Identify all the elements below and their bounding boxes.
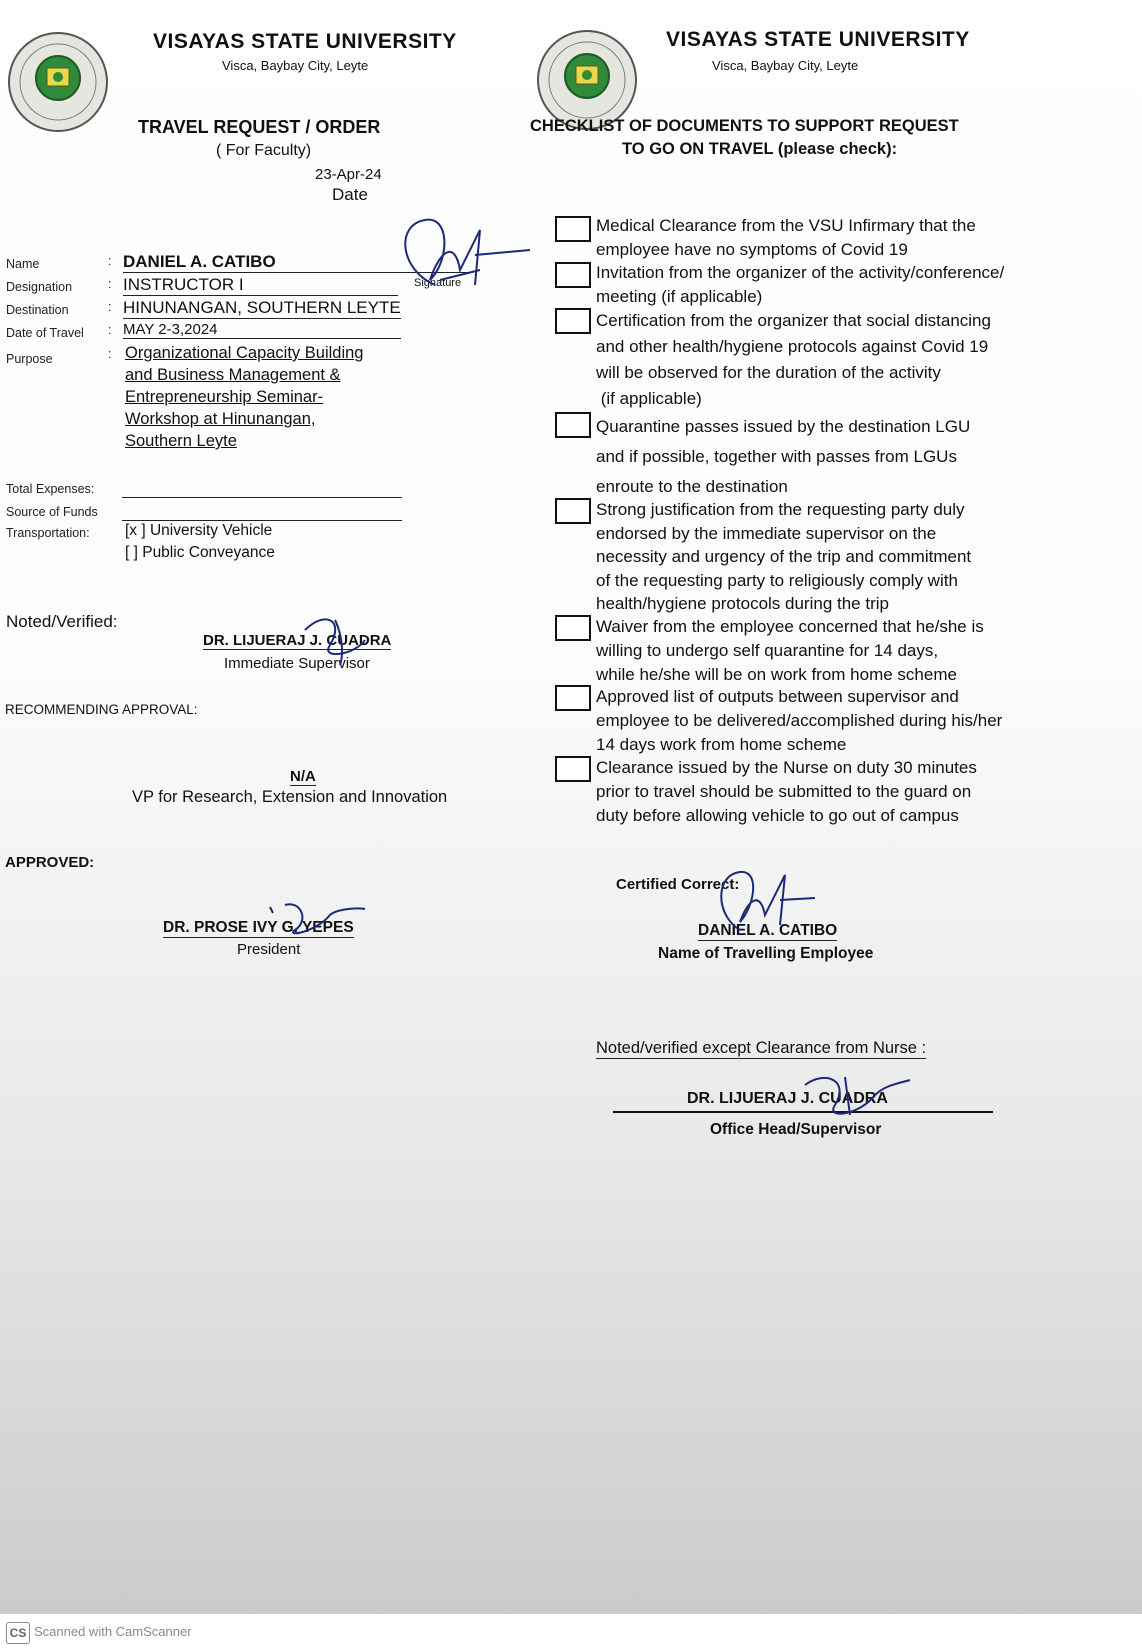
- checklist-line: Clearance issued by the Nurse on duty 30 minutes: [596, 758, 977, 777]
- checklist-item-certification: [596, 308, 1056, 412]
- checklist-line: employee to be delivered/accomplished during his/her: [596, 711, 1003, 730]
- vp-name: N/A: [290, 768, 316, 785]
- field-colon: :: [108, 347, 112, 361]
- university-seal-left: [6, 30, 110, 134]
- purpose-line: Workshop at Hinunangan,: [125, 410, 316, 428]
- supervisor-name: DR. LIJUERAJ J. CUADRA: [203, 632, 392, 649]
- checklist-line: Certification from the organizer that social distancing: [596, 311, 991, 330]
- university-address-left: Visca, Baybay City, Leyte: [222, 58, 369, 73]
- president-title: President: [237, 941, 301, 958]
- employee-title: Name of Travelling Employee: [658, 945, 874, 962]
- date-of-travel-label: Date of Travel: [6, 326, 84, 340]
- checklist-item-invitation: [596, 261, 1056, 309]
- checklist-line: and other health/hygiene protocols against Covid 19: [596, 337, 989, 356]
- supervisor-title: Immediate Supervisor: [224, 655, 370, 672]
- transport-option-public-conveyance: [ ] Public Conveyance: [125, 544, 275, 561]
- recommending-approval-label: RECOMMENDING APPROVAL:: [5, 702, 198, 717]
- field-colon: :: [108, 254, 112, 268]
- checkbox-quarantine-passes[interactable]: [555, 412, 591, 438]
- checklist-line: enroute to the destination: [596, 477, 788, 496]
- date-of-travel-value: MAY 2-3,2024: [123, 321, 401, 339]
- university-name-right: VISAYAS STATE UNIVERSITY: [666, 28, 970, 51]
- checklist-line: employee have no symptoms of Covid 19: [596, 240, 908, 259]
- noted-except-label: Noted/verified except Clearance from Nurse :: [596, 1039, 927, 1057]
- total-expenses-line: [122, 483, 402, 498]
- checkbox-certification[interactable]: [555, 308, 591, 334]
- checklist-line: while he/she will be on work from home scheme: [596, 665, 957, 684]
- checkbox-approved-outputs[interactable]: [555, 685, 591, 711]
- purpose-value: [125, 342, 363, 452]
- destination-value: HINUNANGAN, SOUTHERN LEYTE: [123, 298, 401, 317]
- university-name-left: VISAYAS STATE UNIVERSITY: [153, 30, 457, 53]
- noted-verified-label: Noted/Verified:: [6, 612, 118, 631]
- checkbox-waiver[interactable]: [555, 615, 591, 641]
- purpose-label: Purpose: [6, 352, 53, 366]
- request-date: 23-Apr-24: [315, 166, 382, 183]
- field-colon: :: [108, 300, 112, 314]
- checklist-title-line1: CHECKLIST OF DOCUMENTS TO SUPPORT REQUEST: [530, 117, 959, 135]
- total-expenses-label: Total Expenses:: [6, 482, 95, 496]
- checkbox-strong-justification[interactable]: [555, 498, 591, 524]
- office-head-title: Office Head/Supervisor: [710, 1121, 882, 1138]
- checklist-line: meeting (if applicable): [596, 287, 763, 306]
- name-label: Name: [6, 257, 40, 271]
- office-head-name: DR. LIJUERAJ J. CUADRA: [687, 1090, 888, 1107]
- purpose-line: Southern Leyte: [125, 432, 237, 450]
- checklist-line: Quarantine passes issued by the destination LGU: [596, 417, 971, 436]
- checkbox-invitation[interactable]: [555, 262, 591, 288]
- checklist-item-quarantine-passes: [596, 412, 1056, 502]
- employee-name: DANIEL A. CATIBO: [698, 922, 838, 939]
- checklist-item-approved-outputs: [596, 685, 1056, 757]
- designation-value: INSTRUCTOR I: [123, 275, 398, 296]
- checklist-line: Invitation from the organizer of the activity/conference/: [596, 263, 1005, 282]
- checklist-line: will be observed for the duration of the activity: [596, 363, 941, 382]
- approved-label: APPROVED:: [5, 854, 95, 871]
- transport-option-university-vehicle: [x ] University Vehicle: [125, 522, 273, 539]
- camscanner-logo-icon: CS: [6, 1622, 30, 1644]
- checklist-line: willing to undergo self quarantine for 14 days,: [596, 641, 939, 660]
- checklist-line: Strong justification from the requesting party duly: [596, 500, 965, 519]
- purpose-line: and Business Management &: [125, 366, 341, 384]
- checklist-item-waiver: [596, 615, 1056, 687]
- checklist-line: Approved list of outputs between supervisor and: [596, 687, 959, 706]
- checklist-item-nurse-clearance: [596, 756, 1056, 828]
- checklist-line: prior to travel should be submitted to the guard on: [596, 782, 972, 801]
- form-title-left: TRAVEL REQUEST / ORDER: [138, 117, 381, 137]
- university-address-right: Visca, Baybay City, Leyte: [712, 58, 859, 73]
- scanner-footer: [0, 1614, 1142, 1651]
- checklist-line: necessity and urgency of the trip and commitment: [596, 547, 972, 566]
- president-name: DR. PROSE IVY G. YEPES: [163, 919, 354, 936]
- transportation-label: Transportation:: [6, 526, 90, 540]
- checklist-line: health/hygiene protocols during the trip: [596, 594, 889, 613]
- form-subtitle-left: ( For Faculty): [216, 142, 312, 159]
- source-of-funds-label: Source of Funds: [6, 505, 98, 519]
- scanner-watermark-text: Scanned with CamScanner: [34, 1624, 192, 1639]
- checklist-item-strong-justification: [596, 498, 1056, 616]
- checklist-line: (if applicable): [596, 389, 702, 408]
- purpose-line: Organizational Capacity Building: [125, 344, 364, 362]
- checkbox-medical-clearance[interactable]: [555, 216, 591, 242]
- checklist-line: endorsed by the immediate supervisor on the: [596, 523, 937, 543]
- office-head-signature-line: [613, 1111, 993, 1113]
- checklist-title-line2: TO GO ON TRAVEL (please check):: [622, 140, 898, 158]
- checklist-line: duty before allowing vehicle to go out of campus: [596, 806, 959, 825]
- checklist-line: and if possible, together with passes from LGUs: [596, 447, 957, 466]
- designation-label: Designation: [6, 280, 73, 294]
- signature-label: Signature: [414, 277, 462, 289]
- field-colon: :: [108, 323, 112, 337]
- checklist-line: Waiver from the employee concerned that he/she is: [596, 617, 984, 636]
- checklist-line: 14 days work from home scheme: [596, 735, 847, 754]
- source-of-funds-line: [122, 506, 402, 521]
- checklist-item-medical-clearance: [596, 214, 1056, 262]
- purpose-line: Entrepreneurship Seminar-: [125, 388, 324, 406]
- checklist-line: of the requesting party to religiously comply with: [596, 570, 958, 590]
- request-date-label: Date: [332, 185, 368, 204]
- destination-label: Destination: [6, 303, 69, 317]
- certified-correct-label: Certified Correct:: [616, 876, 740, 893]
- checklist-line: Medical Clearance from the VSU Infirmary that the: [596, 216, 976, 235]
- vp-title: VP for Research, Extension and Innovation: [132, 788, 448, 806]
- name-value: DANIEL A. CATIBO: [123, 252, 473, 273]
- field-colon: :: [108, 277, 112, 291]
- checkbox-nurse-clearance[interactable]: [555, 756, 591, 782]
